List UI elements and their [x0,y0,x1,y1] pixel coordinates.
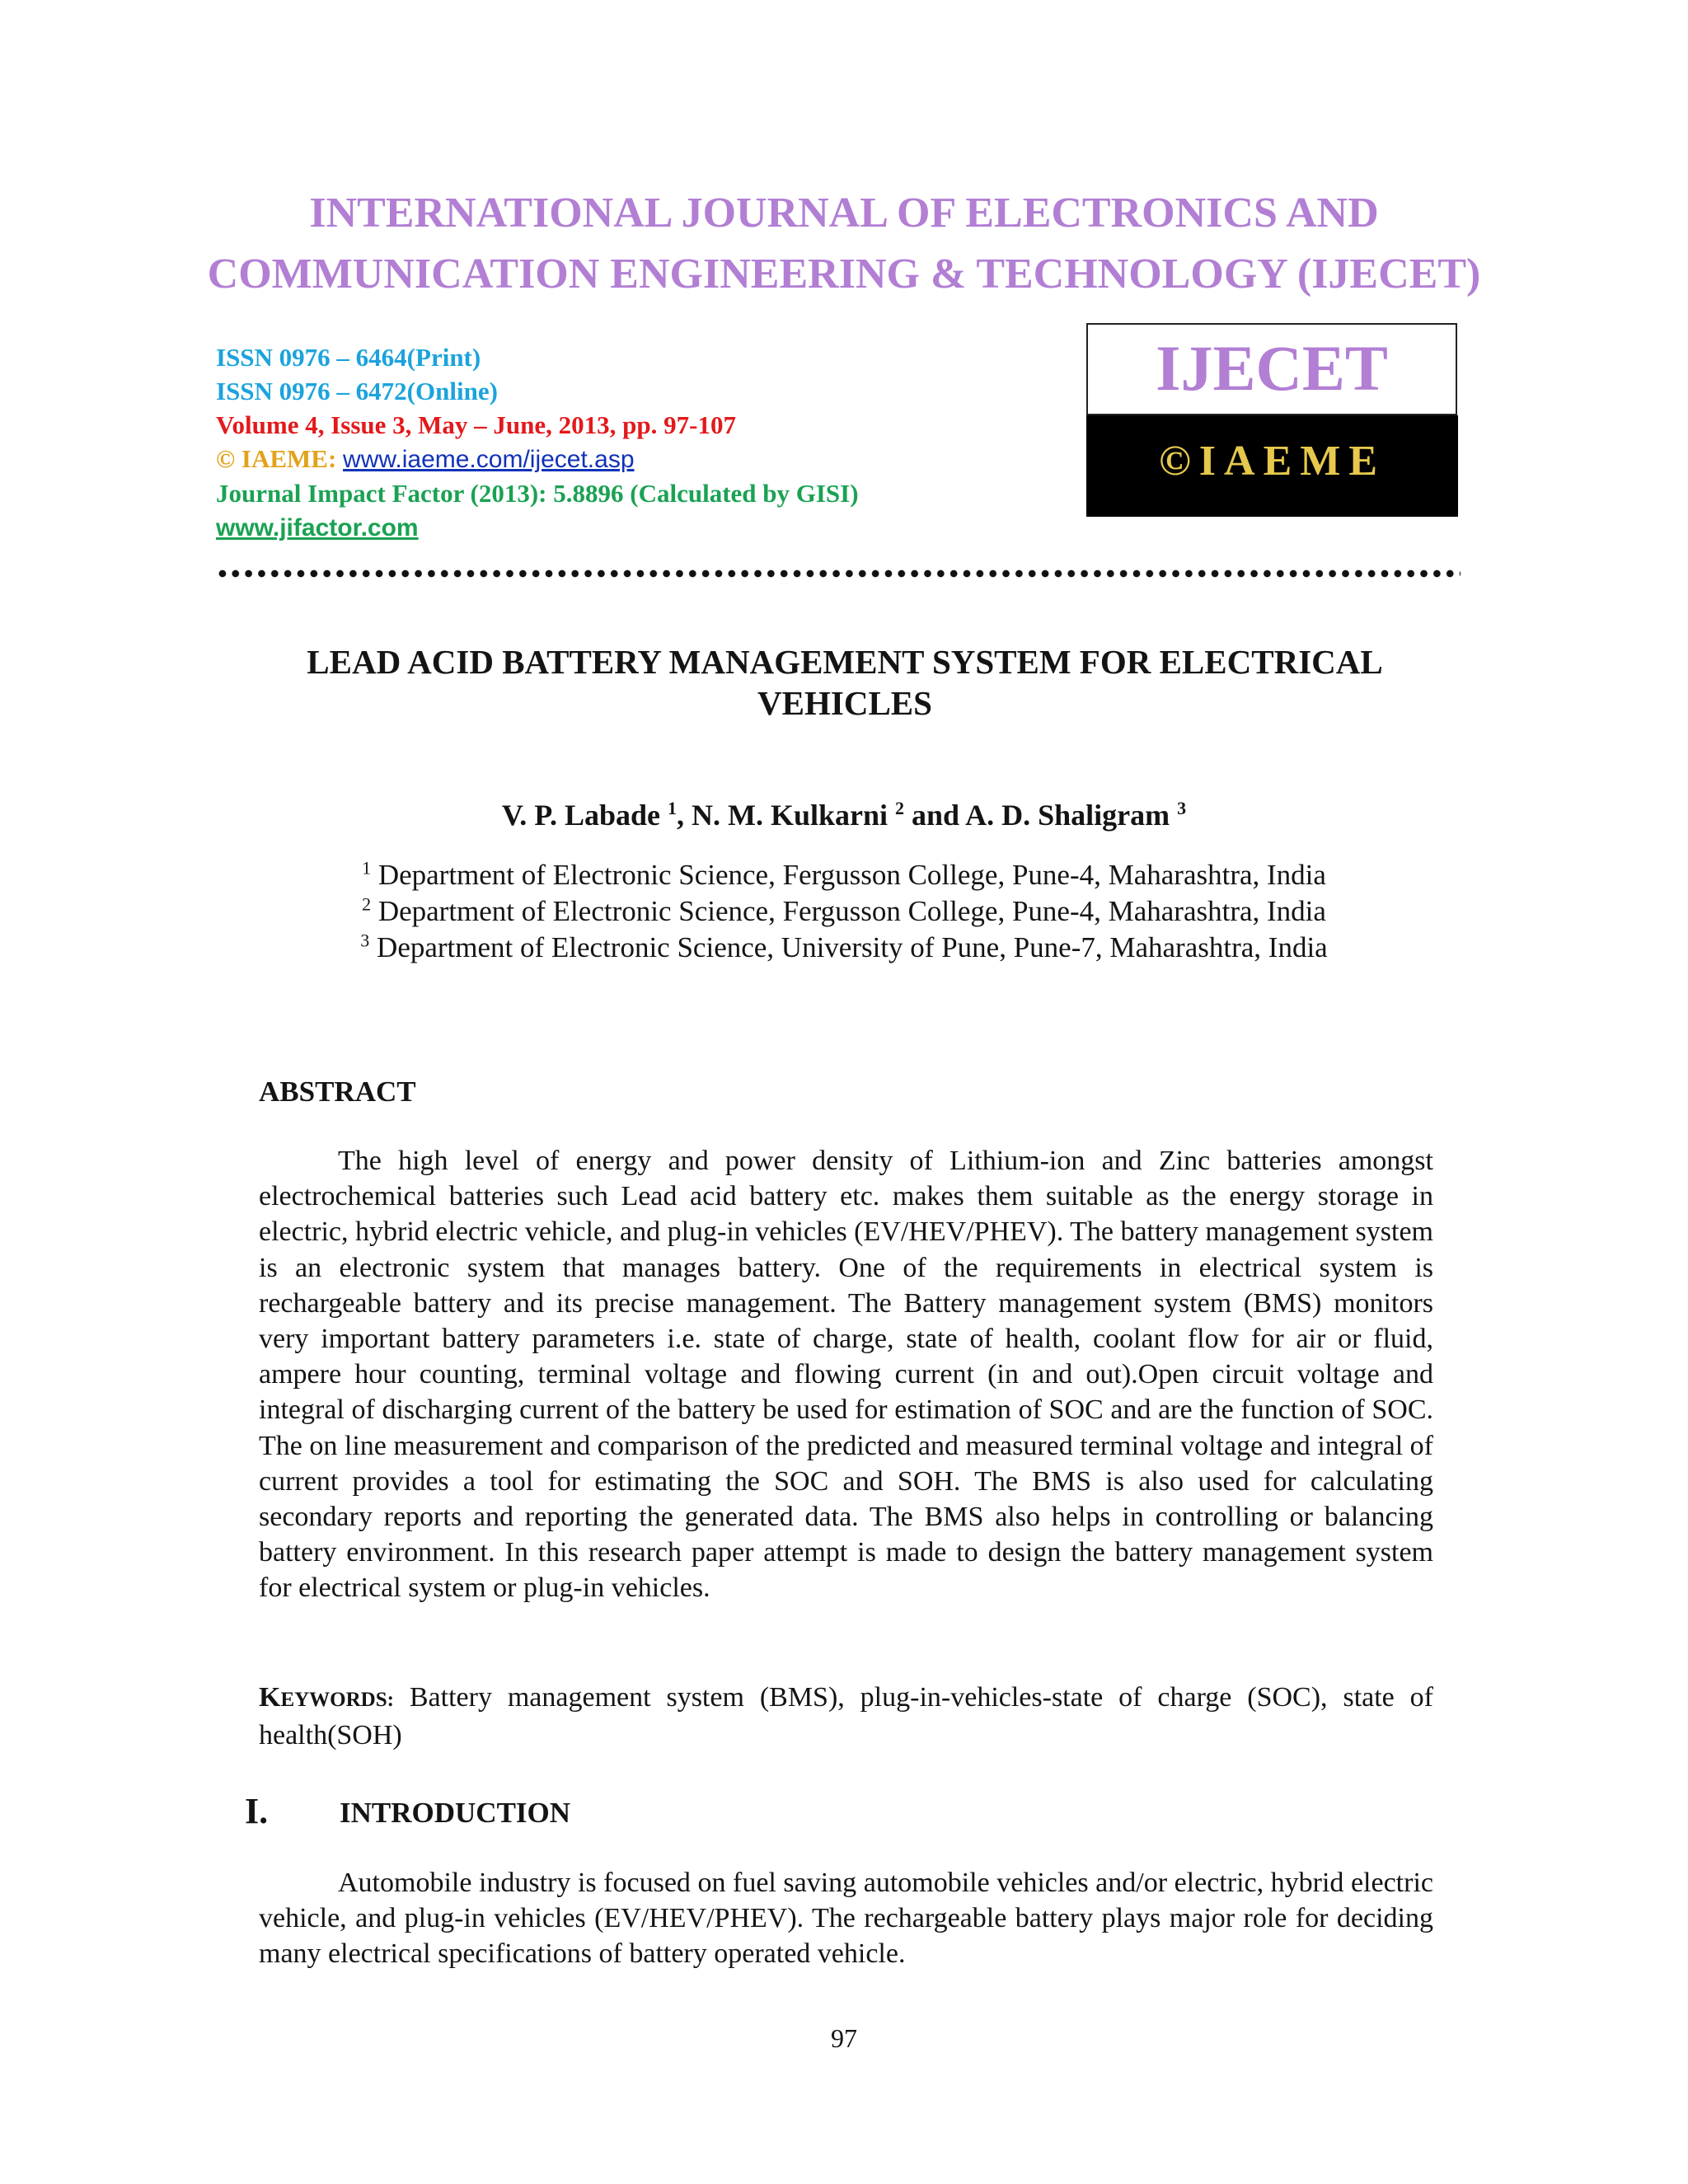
jif-link[interactable]: www.jifactor.com [216,514,419,541]
iaeme-line [216,442,859,476]
iaeme-link[interactable]: www.iaeme.com/ijecet.asp [343,446,635,473]
issn-print: ISSN 0976 – 6464(Print) [216,343,481,372]
journal-title-line-1: INTERNATIONAL JOURNAL OF ELECTRONICS AND [309,190,1379,237]
abstract-text: The high level of energy and power density of Lithium-ion and Zinc batteries amongst electrochemical batteries such Lead acid battery etc. makes them suitable as the energy storage in electric, hybrid electric vehicle, and plug-in vehicles (EV/HEV/PHEV). The battery management system is an electronic system that manages battery. One of the requirements in electrical system is rechargeable battery and its precise management. The Battery management system (BMS) monitors very important battery parameters i.e. state of charge, state of health, coolant flow for air or fluid, ampere hour counting, terminal voltage and flowing current (in and out).Open circuit voltage and integral of discharging current of the battery be used for estimation of SOC and are the function of SOC. The on line measurement and comparison of the predicted and measured terminal voltage and integral of current provides a tool for estimating the SOC and SOH. The BMS is also used for calculating secondary reports and reporting the generated data. The BMS also helps in controlling or balancing battery environment. In this research paper attempt is made to design the battery management system for electrical system or plug-in vehicles. [259,1146,1433,1604]
jif-line [216,510,859,545]
author-sup: 3 [1177,798,1187,818]
affiliation-3 [0,930,1688,966]
author-sup: 1 [667,798,677,818]
journal-title [0,183,1688,305]
ijecet-logo: IJECET [1086,323,1457,415]
paper-title [231,641,1459,724]
introduction-heading: INTRODUCTION [340,1797,571,1829]
author-sup: 2 [895,798,905,818]
abstract-heading: ABSTRACT [259,1076,416,1108]
issn-online: ISSN 0976 – 6472(Online) [216,377,498,405]
affiliation-sup: 2 [362,893,372,915]
author-name: A. D. Shaligram [965,799,1170,832]
page-number: 97 [831,2023,857,2053]
volume-info: Volume 4, Issue 3, May – June, 2013, pp. 97-107 [216,410,736,439]
author-name: N. M. Kulkarni [691,799,889,832]
journal-title-line-2: COMMUNICATION ENGINEERING & TECHNOLOGY (IJECET) [207,251,1481,298]
author-name: V. P. Labade [501,799,660,832]
author-sep: and [904,799,966,832]
affiliation-sup: 1 [362,857,372,879]
impact-factor: Journal Impact Factor (2013): 5.8896 (Calculated by GISI) [216,479,859,508]
author-list [0,796,1688,834]
affiliation-text: Department of Electronic Science, Fergusson College, Pune-4, Maharashtra, India [377,859,1326,891]
keywords-text: Battery management system (BMS), plug-in-vehicles-state of charge (SOC), state of health(SOH) [259,1682,1433,1751]
affiliation-sup: 3 [360,930,370,951]
section-number: I. [245,1791,269,1831]
introduction-text: Automobile industry is focused on fuel saving automobile vehicles and/or electric, hybrid electric vehicle, and plug-in vehicles (EV/HEV/PHEV). The rechargeable battery plays major role for deciding many electrical specifications of battery operated vehicle. [259,1868,1433,1970]
affiliation-2 [0,893,1688,930]
affiliation-text: Department of Electronic Science, University of Pune, Pune-7, Maharashtra, India [377,931,1328,963]
affiliation-1 [0,857,1688,893]
affiliation-text: Department of Electronic Science, Fergusson College, Pune-4, Maharashtra, India [377,895,1326,927]
dotted-divider [216,569,1461,579]
paper-title-line-1: LEAD ACID BATTERY MANAGEMENT SYSTEM FOR ELECTRICAL [307,643,1383,681]
iaeme-label: © IAEME: [216,444,337,473]
author-sep: , [676,799,692,832]
journal-info-block [216,340,859,545]
affiliations [0,857,1688,966]
iaeme-logo: ©IAEME [1086,415,1458,517]
keywords-label: KEYWORDS: [259,1682,394,1713]
paper-title-line-2: VEHICLES [757,684,932,722]
keywords [259,1680,1433,1753]
